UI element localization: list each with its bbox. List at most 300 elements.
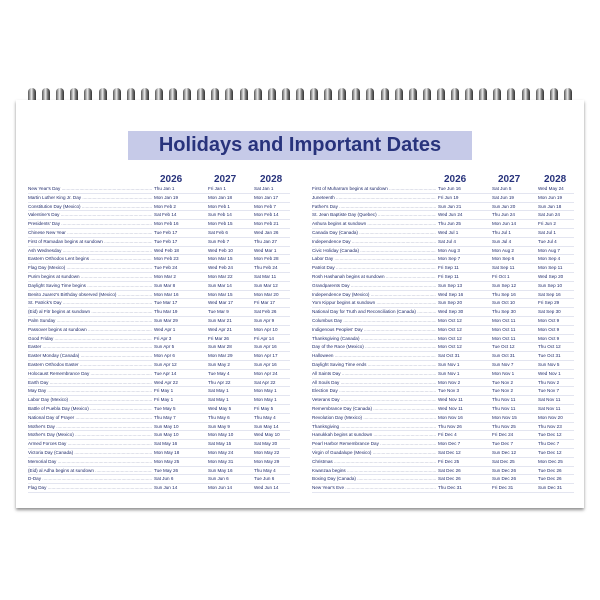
table-row <box>312 317 574 326</box>
date-2027: Tue Mar 9 <box>208 309 229 315</box>
holiday-name: Purim begins at sundown ..... <box>28 273 152 281</box>
date-2027: Wed May 5 <box>208 405 232 411</box>
date-2028: Sun Apr 16 <box>254 361 277 367</box>
date-2026: Sun Apr 5 <box>154 344 175 350</box>
table-row <box>28 194 290 203</box>
date-2026: Mon Oct 12 <box>438 344 462 350</box>
table-row <box>312 194 574 203</box>
date-2028: Thu Feb 24 <box>254 265 278 271</box>
date-2026: Sun Nov 1 <box>438 361 460 367</box>
date-2028: Thu Nov 2 <box>538 379 560 385</box>
date-2026: Sun Jun 21 <box>438 203 462 209</box>
date-2028: Mon Aug 7 <box>538 247 560 253</box>
date-2028: Tue Dec 12 <box>538 449 562 455</box>
date-2026: Sun Apr 12 <box>154 361 177 367</box>
date-2027: Tue Nov 2 <box>492 388 514 394</box>
date-2027: Sun Jun 6 <box>208 476 229 482</box>
table-row <box>28 352 290 361</box>
date-2026: Sun Mar 8 <box>154 282 176 288</box>
table-row <box>312 414 574 423</box>
date-2027: Mon Jan 18 <box>208 194 233 200</box>
holiday-name: First of Muharram begins at sundown ..... <box>312 185 436 193</box>
date-2028: Sun Jun 18 <box>538 203 562 209</box>
table-row <box>28 387 290 396</box>
holiday-name: Presidents' Day ..... <box>28 220 152 228</box>
date-2027: Sat Jun 19 <box>492 194 514 200</box>
holiday-name: Father's Day ..... <box>312 203 436 211</box>
date-2026: Tue Feb 17 <box>154 238 178 244</box>
date-2026: Sat Dec 26 <box>438 467 461 473</box>
date-2026: Thu Jun 25 <box>438 221 461 227</box>
table-row <box>28 361 290 370</box>
date-2026: Tue May 26 <box>154 467 179 473</box>
date-2026: Mon Oct 12 <box>438 317 462 323</box>
holiday-name: May Day ..... <box>28 387 152 395</box>
date-2026: Tue May 5 <box>154 405 176 411</box>
date-2028: Tue Dec 26 <box>538 467 562 473</box>
date-2027: Mon Mar 15 <box>208 256 233 262</box>
table-row <box>312 203 574 212</box>
table-row <box>28 449 290 458</box>
date-2028: Thu May 4 <box>254 467 276 473</box>
date-2028: Thu Dec 7 <box>538 441 560 447</box>
date-2028: Sat Nov 11 <box>538 397 561 403</box>
date-2027: Wed Apr 21 <box>208 326 232 332</box>
date-2027: Thu Sep 16 <box>492 291 516 297</box>
date-2028: Mon Apr 24 <box>254 370 278 376</box>
date-2027: Mon May 10 <box>208 432 234 438</box>
holiday-name: Constitution Day (Mexico) ..... <box>28 203 152 211</box>
date-2028: Mon Sep 4 <box>538 256 561 262</box>
holiday-name: Remembrance Day (Canada) ..... <box>312 405 436 413</box>
date-2027: Mon Mar 22 <box>208 273 233 279</box>
holiday-name: Independence Day (Mexico) ..... <box>312 291 436 299</box>
date-2027: Mon Aug 2 <box>492 247 514 253</box>
date-2028: Mon Sep 11 <box>538 265 563 271</box>
date-2026: Thu Nov 26 <box>438 423 462 429</box>
date-2027: Sat May 1 <box>208 388 229 394</box>
date-2028: Mon May 1 <box>254 388 277 394</box>
holiday-name: Holocaust Remembrance Day ..... <box>28 370 152 378</box>
year-header-2028: 2028 <box>544 174 567 185</box>
table-row <box>28 220 290 229</box>
date-2028: Sat Jun 24 <box>538 212 560 218</box>
date-2026: Tue Nov 3 <box>438 388 460 394</box>
date-2028: Wed Mar 1 <box>254 247 277 253</box>
date-2026: Sun Mar 29 <box>154 317 178 323</box>
date-2026: Thu May 7 <box>154 414 176 420</box>
table-row <box>312 440 574 449</box>
date-2027: Fri Oct 1 <box>492 273 510 279</box>
date-2026: Sun May 10 <box>154 423 179 429</box>
holiday-name: Good Friday ..... <box>28 335 152 343</box>
date-2027: Thu Sep 30 <box>492 309 516 315</box>
date-2026: Sat Feb 14 <box>154 212 177 218</box>
date-2028: Thu May 4 <box>254 414 276 420</box>
table-row <box>28 475 290 484</box>
holiday-name: Day of the Race (Mexico) ..... <box>312 343 436 351</box>
date-2027: Sun Nov 7 <box>492 361 514 367</box>
date-2026: Wed Apr 1 <box>154 326 176 332</box>
date-2028: Wed Nov 1 <box>538 370 561 376</box>
date-2027: Sat Jun 5 <box>492 186 512 191</box>
date-2027: Sun Jul 4 <box>492 238 512 244</box>
date-2027: Thu Nov 25 <box>492 423 516 429</box>
holiday-name: Revolution Day (Mexico) ..... <box>312 414 436 422</box>
table-row <box>28 343 290 352</box>
date-2027: Sun Mar 28 <box>208 344 232 350</box>
holiday-name: Columbus Day ..... <box>312 317 436 325</box>
date-2027: Sun May 2 <box>208 361 230 367</box>
holiday-name: New Year's Day ..... <box>28 185 152 193</box>
holiday-name: Benito Juarez's Birthday observed (Mexico) ..... <box>28 291 152 299</box>
table-row <box>28 264 290 273</box>
date-2027: Sun Oct 10 <box>492 300 515 306</box>
holiday-name: Independence Day ..... <box>312 238 436 246</box>
holiday-name: Easter Monday (Canada) ..... <box>28 352 152 360</box>
date-2026: Wed Nov 11 <box>438 397 463 403</box>
date-2027: Thu Nov 11 <box>492 405 516 411</box>
date-2027: Mon Nov 1 <box>492 370 515 376</box>
holiday-name: Veterans Day ..... <box>312 396 436 404</box>
holiday-name: All Souls Day ..... <box>312 379 436 387</box>
holiday-name: Boxing Day (Canada) ..... <box>312 475 436 483</box>
table-row <box>28 458 290 467</box>
date-2027: Sun Feb 7 <box>208 238 230 244</box>
holiday-name: Virgin of Guadalupe (Mexico) ..... <box>312 449 436 457</box>
date-2028: Mon Apr 10 <box>254 326 278 332</box>
date-2027: Mon Mar 29 <box>208 353 233 359</box>
date-2026: Sat Jun 6 <box>154 476 174 482</box>
date-2028: Sun Dec 31 <box>538 485 563 491</box>
date-2026: Sat Jul 4 <box>438 238 456 244</box>
table-row <box>28 423 290 432</box>
date-2028: Thu Nov 23 <box>538 423 562 429</box>
date-2028: Mon Oct 9 <box>538 317 560 323</box>
holiday-name: Chinese New Year ..... <box>28 229 152 237</box>
date-2027: Mon Jun 14 <box>208 485 233 491</box>
holiday-name: Eastern Orthodox Lent begins ..... <box>28 255 152 263</box>
holiday-rows <box>312 185 574 493</box>
table-row <box>28 273 290 282</box>
table-row <box>28 405 290 414</box>
holiday-name: Indigenous Peoples' Day ..... <box>312 326 436 334</box>
table-row <box>28 238 290 247</box>
holiday-name: (Eid) al Fitr begins at sundown ..... <box>28 308 152 316</box>
table-row <box>28 255 290 264</box>
holiday-name: Halloween ..... <box>312 352 436 360</box>
table-row <box>28 414 290 423</box>
date-2028: Mon Feb 14 <box>254 212 279 218</box>
page-title: Holidays and Important Dates <box>158 134 442 156</box>
date-2028: Sun Sep 10 <box>538 282 563 288</box>
table-row <box>312 335 574 344</box>
date-2026: Wed Sep 30 <box>438 309 464 315</box>
date-2027: Sun Dec 26 <box>492 476 517 482</box>
holiday-name: Ash Wednesday ..... <box>28 247 152 255</box>
date-2028: Sat Mar 11 <box>254 273 277 279</box>
table-row <box>28 203 290 212</box>
date-2028: Sun Nov 5 <box>538 361 560 367</box>
holiday-name: Passover begins at sundown ..... <box>28 326 152 334</box>
table-row <box>312 291 574 300</box>
date-2027: Thu Jun 24 <box>492 212 515 218</box>
date-2028: Wed Jan 26 <box>254 229 279 235</box>
holiday-name: National Day of Prayer ..... <box>28 414 152 422</box>
date-2026: Mon Mar 2 <box>154 273 176 279</box>
date-2028: Sat Apr 22 <box>254 379 276 385</box>
holiday-name: Hanukkah begins at sundown ..... <box>312 431 436 439</box>
date-2026: Wed Sep 16 <box>438 291 464 297</box>
date-2026: Mon Nov 16 <box>438 414 463 420</box>
holiday-name: Thanksgiving (Canada) ..... <box>312 335 436 343</box>
date-2027: Wed Feb 10 <box>208 247 233 253</box>
date-2027: Sun Oct 31 <box>492 353 515 359</box>
table-row <box>312 229 574 238</box>
table-row <box>28 431 290 440</box>
year-header-2026: 2026 <box>160 174 183 185</box>
holiday-name: Easter ..... <box>28 343 152 351</box>
date-2026: Sun Sep 13 <box>438 282 463 288</box>
date-2026: Tue Feb 17 <box>154 229 178 235</box>
date-2026: Mon Feb 23 <box>154 256 179 262</box>
date-2026: Wed Apr 22 <box>154 379 178 385</box>
date-2027: Wed Mar 17 <box>208 300 233 306</box>
date-2027: Sun Mar 14 <box>208 282 232 288</box>
table-row <box>312 431 574 440</box>
date-2026: Mon Nov 2 <box>438 379 461 385</box>
date-2028: Mon May 1 <box>254 397 277 403</box>
table-row <box>28 326 290 335</box>
holiday-name: Canada Day (Canada) ..... <box>312 229 436 237</box>
date-2028: Sat Nov 11 <box>538 405 561 411</box>
holiday-name: Flag Day (Mexico) ..... <box>28 264 152 272</box>
date-2026: Mon Aug 3 <box>438 247 460 253</box>
date-2028: Fri Sep 29 <box>538 300 560 306</box>
table-row <box>312 396 574 405</box>
date-2028: Sat Feb 26 <box>254 309 277 315</box>
date-2028: Wed May 24 <box>538 186 564 191</box>
date-2028: Wed Jun 14 <box>254 485 279 491</box>
date-2028: Tue Nov 7 <box>538 388 560 394</box>
date-2028: Mon Jan 17 <box>254 194 279 200</box>
date-2026: Fri May 1 <box>154 397 174 403</box>
date-2026: Sat Oct 31 <box>438 353 460 359</box>
holiday-name: Christmas ..... <box>312 458 436 466</box>
title-banner <box>128 131 472 160</box>
date-2026: Thu Dec 31 <box>438 485 462 491</box>
date-2026: Tue Feb 24 <box>154 265 178 271</box>
table-row <box>312 361 574 370</box>
date-2027: Fri Jan 1 <box>208 186 226 191</box>
date-2027: Sun Sep 12 <box>492 282 517 288</box>
date-2027: Tue May 4 <box>208 370 230 376</box>
date-2027: Sat Dec 25 <box>492 458 515 464</box>
date-2028: Tue Jul 4 <box>538 238 557 244</box>
date-2026: Mon May 25 <box>154 458 180 464</box>
table-row <box>312 423 574 432</box>
holiday-name: Palm Sunday ..... <box>28 317 152 325</box>
date-2027: Sun May 9 <box>208 423 230 429</box>
date-2026: Fri Dec 25 <box>438 458 460 464</box>
table-row <box>28 440 290 449</box>
table-row <box>312 255 574 264</box>
holiday-name: D-Day ..... <box>28 475 152 483</box>
date-2026: Mon Sep 7 <box>438 256 461 262</box>
holiday-name: Daylight Saving Time ends ..... <box>312 361 436 369</box>
table-row <box>28 308 290 317</box>
table-row <box>312 247 574 256</box>
date-2027: Sun Jun 20 <box>492 203 516 209</box>
date-2026: Wed Feb 18 <box>154 247 179 253</box>
table-row <box>28 229 290 238</box>
date-2028: Thu Jan 27 <box>254 238 277 244</box>
holiday-name: Daylight Saving Time begins ..... <box>28 282 152 290</box>
date-2026: Sat Dec 12 <box>438 449 461 455</box>
date-2027: Sat Sep 11 <box>492 265 515 271</box>
holiday-name: Juneteenth ..... <box>312 194 436 202</box>
date-2026: Fri Sep 11 <box>438 265 459 271</box>
date-2028: Tue Dec 12 <box>538 432 562 438</box>
date-2027: Mon Oct 11 <box>492 326 516 332</box>
table-row <box>312 220 574 229</box>
holiday-name: Labor Day ..... <box>312 255 436 263</box>
holiday-name: Patriot Day ..... <box>312 264 436 272</box>
date-2028: Sun Mar 12 <box>254 282 278 288</box>
table-row <box>28 396 290 405</box>
table-row <box>312 352 574 361</box>
date-2028: Wed Sep 20 <box>538 273 564 279</box>
date-2028: Mon Apr 17 <box>254 353 278 359</box>
table-row <box>312 299 574 308</box>
table-row <box>28 317 290 326</box>
table-row <box>312 282 574 291</box>
holiday-name: Mother's Day (Mexico) ..... <box>28 431 152 439</box>
date-2028: Mon Oct 9 <box>538 326 560 332</box>
date-2028: Sat Sep 16 <box>538 291 561 297</box>
table-row <box>28 335 290 344</box>
year-header-2027: 2027 <box>214 174 237 185</box>
table-row <box>312 467 574 476</box>
date-2027: Sun Feb 14 <box>208 212 232 218</box>
table-row <box>312 185 574 194</box>
holiday-name: Armed Forces Day ..... <box>28 440 152 448</box>
date-2026: Mon Dec 7 <box>438 441 461 447</box>
table-row <box>28 299 290 308</box>
table-row <box>312 475 574 484</box>
date-2026: Mon Oct 12 <box>438 335 462 341</box>
table-row <box>312 387 574 396</box>
date-2027: Mon Feb 1 <box>208 203 230 209</box>
date-2027: Wed Feb 24 <box>208 265 233 271</box>
holiday-name: St. Jean Baptiste Day (Quebec) ..... <box>312 211 436 219</box>
date-2026: Tue Jun 16 <box>438 186 461 191</box>
date-2028: Mon Feb 7 <box>254 203 276 209</box>
table-row <box>28 291 290 300</box>
date-2028: Fri Mar 17 <box>254 300 275 306</box>
table-row <box>312 238 574 247</box>
holiday-name: First of Ramadan begins at sundown ..... <box>28 238 152 246</box>
date-2027: Fri Mar 26 <box>208 335 229 341</box>
date-2028: Mon Oct 9 <box>538 335 560 341</box>
holiday-name: National Day for Truth and Reconciliation (Canada) ..... <box>312 308 436 316</box>
date-2028: Mon Jun 19 <box>538 194 563 200</box>
holiday-name: New Year's Eve ..... <box>312 484 436 492</box>
date-2028: Fri Apr 14 <box>254 335 274 341</box>
holiday-name: Civic Holiday (Canada) ..... <box>312 247 436 255</box>
date-2026: Thu Jan 1 <box>154 186 175 191</box>
date-2028: Mon Mar 20 <box>254 291 279 297</box>
date-2027: Mon Nov 15 <box>492 414 517 420</box>
holiday-name: Victoria Day (Canada) ..... <box>28 449 152 457</box>
date-2027: Sun Dec 12 <box>492 449 517 455</box>
date-2028: Wed May 10 <box>254 432 280 438</box>
date-2027: Sat May 1 <box>208 397 229 403</box>
date-2026: Mon Apr 6 <box>154 353 175 359</box>
table-row <box>28 370 290 379</box>
date-2026: Thu Mar 19 <box>154 309 178 315</box>
holiday-name: Earth Day ..... <box>28 379 152 387</box>
date-2026: Fri May 1 <box>154 388 174 394</box>
holiday-name: Eastern Orthodox Easter ..... <box>28 361 152 369</box>
table-row <box>28 282 290 291</box>
date-2026: Fri Jun 19 <box>438 194 459 200</box>
table-row <box>312 405 574 414</box>
holiday-name: Kwanzaa begins ..... <box>312 467 436 475</box>
date-2026: Fri Sep 11 <box>438 273 459 279</box>
table-row <box>312 264 574 273</box>
date-2026: Mon Feb 2 <box>154 203 176 209</box>
date-2028: Fri Jun 2 <box>538 221 556 227</box>
date-2026: Wed Nov 11 <box>438 405 463 411</box>
table-row <box>312 326 574 335</box>
date-2026: Mon Jan 19 <box>154 194 179 200</box>
date-2027: Thu May 6 <box>208 414 230 420</box>
year-header-2028: 2028 <box>260 174 283 185</box>
date-2027: Sat Feb 6 <box>208 229 228 235</box>
date-2026: Sun Nov 1 <box>438 370 460 376</box>
date-2026: Tue Mar 17 <box>154 300 178 306</box>
table-row <box>28 211 290 220</box>
date-2028: Mon Dec 25 <box>538 458 563 464</box>
date-2027: Mon May 31 <box>208 458 234 464</box>
holiday-name: Rosh Hashanah begins at sundown ..... <box>312 273 436 281</box>
date-2027: Mon Mar 15 <box>208 291 233 297</box>
date-2028: Mon Nov 20 <box>538 414 563 420</box>
date-2027: Tue Dec 7 <box>492 441 514 447</box>
date-2027: Fri Dec 31 <box>492 485 514 491</box>
date-2026: Sun May 10 <box>154 432 179 438</box>
date-2026: Fri Apr 3 <box>154 335 172 341</box>
calendar-page <box>16 100 584 508</box>
date-2028: Sat Jul 1 <box>538 229 556 235</box>
date-2027: Thu Apr 22 <box>208 379 231 385</box>
date-2028: Sun May 14 <box>254 423 279 429</box>
holiday-name: Flag Day ..... <box>28 484 152 492</box>
date-2028: Tue Jun 6 <box>254 476 275 482</box>
date-2026: Mon Mar 16 <box>154 291 179 297</box>
date-2028: Sat May 20 <box>254 441 278 447</box>
date-2028: Sun Apr 9 <box>254 317 275 323</box>
date-2026: Wed Jul 1 <box>438 229 459 235</box>
date-2027: Thu Nov 11 <box>492 397 516 403</box>
date-2028: Sat Jan 1 <box>254 186 274 191</box>
table-row <box>28 247 290 256</box>
holiday-name: (Eid) al Adha begins at sundown ..... <box>28 467 152 475</box>
table-row <box>28 484 290 493</box>
table-row <box>312 343 574 352</box>
date-2026: Sun Jun 14 <box>154 485 178 491</box>
